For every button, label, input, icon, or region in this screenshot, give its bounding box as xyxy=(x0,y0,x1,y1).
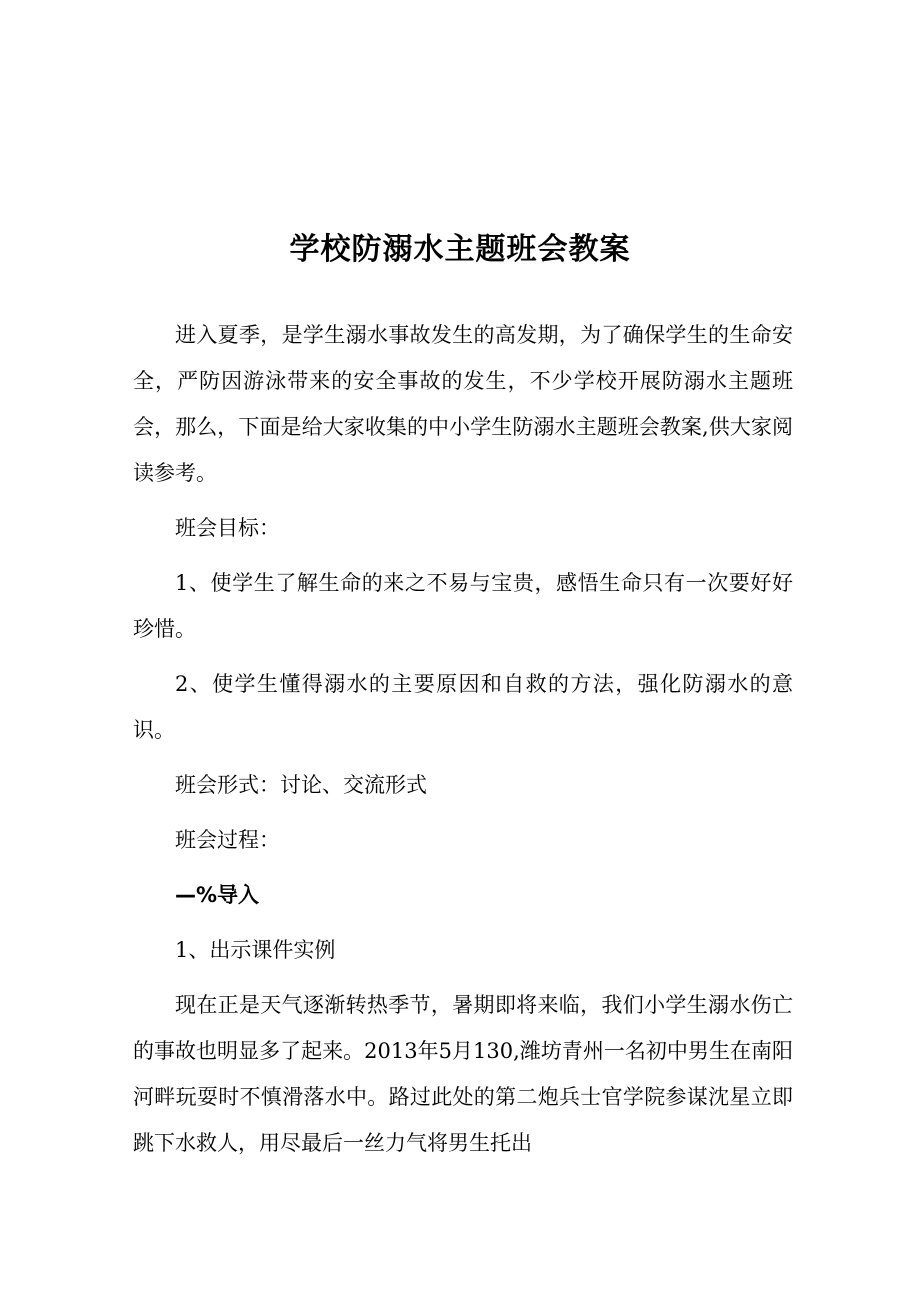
document-body xyxy=(133,312,793,1175)
goal-item-2: 2、使学生懂得溺水的主要原因和自救的方法，强化防溺水的意识。 xyxy=(133,672,793,742)
step-item-1: 1、出示课件实例 xyxy=(175,938,336,962)
case-paragraph: 现在正是天气逐渐转热季节，暑期即将来临，我们小学生溺水伤亡的事故也明显多了起来。2013年5月130,潍坊青州一名初中男生在南阳河畔玩耍时不慎滑落水中。路过此处的第二炮兵士官学院参谋沈星立即跳下水救人，用尽最后一丝力气将男生托出 xyxy=(133,993,793,1155)
goals-heading: 班会目标： xyxy=(175,516,280,540)
intro-paragraph: 进入夏季，是学生溺水事故发生的高发期，为了确保学生的生命安全，严防因游泳带来的安全事故的发生，不少学校开展防溺水主题班会，那么，下面是给大家收集的中小学生防溺水主题班会教案,供大家阅读参考。 xyxy=(133,323,793,485)
format-line: 班会形式：讨论、交流形式 xyxy=(175,773,427,797)
section-intro-heading: —%导入 xyxy=(175,883,260,907)
goal-item-1: 1、使学生了解生命的来之不易与宝贵，感悟生命只有一次要好好珍惜。 xyxy=(133,571,793,641)
process-heading: 班会过程： xyxy=(175,828,280,852)
document-title: 学校防溺水主题班会教案 xyxy=(289,232,631,267)
